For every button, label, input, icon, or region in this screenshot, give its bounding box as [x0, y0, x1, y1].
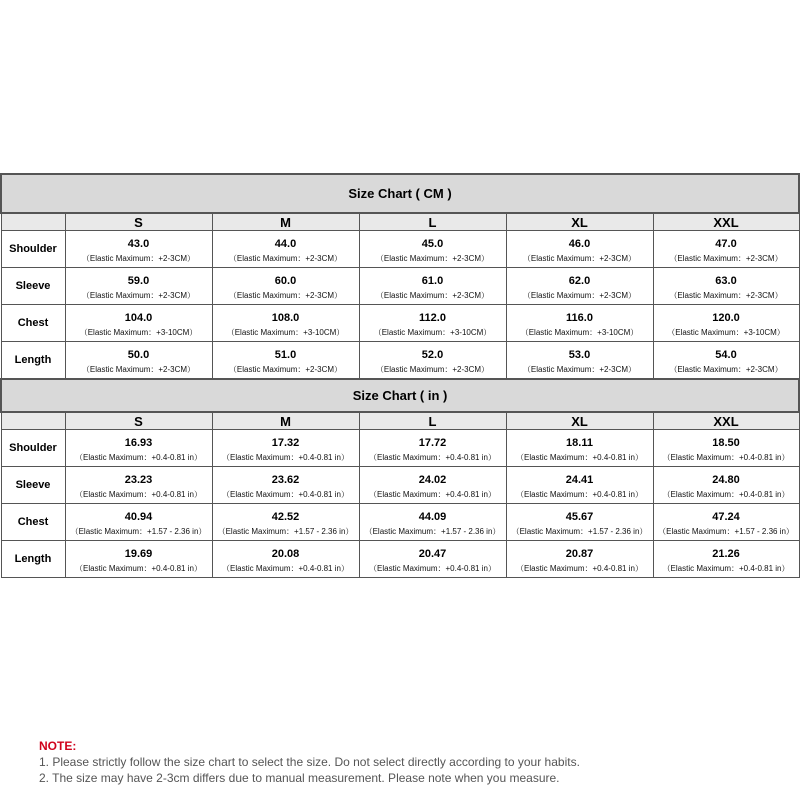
measure-cell — [506, 342, 653, 379]
measure-value: 116.0 — [566, 311, 593, 324]
elastic-note: （Elastic Maximum：+2-3CM） — [375, 290, 490, 300]
measure-value: 18.50 — [712, 436, 740, 449]
size-header: L — [359, 213, 506, 231]
elastic-note: （Elastic Maximum：+0.4-0.81 in） — [222, 563, 349, 573]
elastic-note: （Elastic Maximum：+2-3CM） — [81, 364, 196, 374]
elastic-note: （Elastic Maximum：+2-3CM） — [669, 253, 783, 263]
row-label: Shoulder — [1, 430, 65, 467]
measure-value: 45.67 — [565, 510, 594, 523]
elastic-note: （Elastic Maximum：+2-3CM） — [81, 253, 196, 263]
elastic-note: （Elastic Maximum：+2-3CM） — [228, 253, 343, 263]
size-header: L — [359, 412, 506, 430]
elastic-note: （Elastic Maximum：+1.57 - 2.36 in） — [364, 526, 501, 536]
elastic-note: （Elastic Maximum：+2-3CM） — [522, 290, 637, 300]
table-row — [1, 268, 799, 305]
elastic-note: （Elastic Maximum：+2-3CM） — [375, 364, 490, 374]
measure-cell — [653, 430, 799, 467]
elastic-note: （Elastic Maximum：+3-10CM） — [226, 327, 345, 337]
row-label: Sleeve — [1, 467, 65, 504]
measure-value: 112.0 — [419, 311, 446, 324]
measure-value: 24.80 — [712, 473, 740, 486]
measure-value: 61.0 — [421, 274, 444, 287]
row-label: Sleeve — [1, 268, 65, 305]
measure-value: 24.41 — [565, 473, 594, 486]
measure-value: 24.02 — [418, 473, 447, 486]
elastic-note: （Elastic Maximum：+2-3CM） — [81, 290, 196, 300]
elastic-note: （Elastic Maximum：+0.4-0.81 in） — [222, 452, 349, 462]
measure-cell — [506, 305, 653, 342]
corner-cell — [1, 412, 65, 430]
size-header: XL — [506, 412, 653, 430]
measure-cell — [506, 467, 653, 504]
elastic-note: （Elastic Maximum：+1.57 - 2.36 in） — [217, 526, 354, 536]
measure-value: 59.0 — [127, 274, 150, 287]
measure-cell — [212, 231, 359, 268]
measure-value: 47.0 — [715, 237, 737, 250]
measure-cell — [212, 504, 359, 541]
measure-cell — [359, 342, 506, 379]
measure-cell — [65, 342, 212, 379]
measure-cell — [653, 467, 799, 504]
measure-value: 20.08 — [271, 547, 300, 560]
measure-cell — [212, 467, 359, 504]
measure-cell — [359, 541, 506, 578]
size-header: XXL — [653, 213, 799, 231]
measure-cell — [212, 305, 359, 342]
measure-cell — [65, 231, 212, 268]
measure-value: 23.62 — [271, 473, 300, 486]
measure-value: 104.0 — [124, 311, 153, 324]
table-row — [1, 430, 799, 467]
row-label: Chest — [1, 504, 65, 541]
measure-value: 62.0 — [568, 274, 591, 287]
size-header: M — [212, 412, 359, 430]
measure-cell — [506, 268, 653, 305]
measure-cell — [506, 541, 653, 578]
measure-cell — [653, 268, 799, 305]
measure-cell — [212, 342, 359, 379]
elastic-note: （Elastic Maximum：+0.4-0.81 in） — [369, 452, 496, 462]
chart-title: Size Chart ( in ) — [1, 379, 799, 412]
measure-cell — [653, 305, 799, 342]
row-label: Length — [1, 541, 65, 578]
table-row — [1, 467, 799, 504]
elastic-note: （Elastic Maximum：+3-10CM） — [667, 327, 785, 337]
measure-value: 16.93 — [124, 436, 153, 449]
measure-cell — [65, 305, 212, 342]
note-title: NOTE: — [39, 739, 77, 753]
elastic-note: （Elastic Maximum：+1.57 - 2.36 in） — [658, 526, 794, 536]
elastic-note: （Elastic Maximum：+0.4-0.81 in） — [369, 563, 496, 573]
measure-cell — [359, 305, 506, 342]
measure-cell — [653, 541, 799, 578]
measure-value: 47.24 — [712, 510, 740, 523]
measure-value: 44.09 — [418, 510, 447, 523]
measure-cell — [359, 231, 506, 268]
measure-value: 53.0 — [568, 348, 591, 361]
measure-value: 42.52 — [271, 510, 300, 523]
elastic-note: （Elastic Maximum：+3-10CM） — [79, 327, 198, 337]
measure-value: 46.0 — [568, 237, 591, 250]
elastic-note: （Elastic Maximum：+2-3CM） — [669, 290, 783, 300]
measure-value: 45.0 — [421, 237, 444, 250]
measure-value: 17.32 — [271, 436, 300, 449]
measure-value: 40.94 — [124, 510, 153, 523]
measure-cell — [212, 541, 359, 578]
elastic-note: （Elastic Maximum：+0.4-0.81 in） — [75, 489, 202, 499]
elastic-note: （Elastic Maximum：+2-3CM） — [669, 364, 783, 374]
measure-cell — [65, 268, 212, 305]
elastic-note: （Elastic Maximum：+0.4-0.81 in） — [662, 489, 790, 499]
measure-value: 63.0 — [715, 274, 737, 287]
measure-value: 23.23 — [124, 473, 153, 486]
measure-value: 44.0 — [274, 237, 297, 250]
row-label: Length — [1, 342, 65, 379]
measure-cell — [212, 430, 359, 467]
measure-cell — [359, 430, 506, 467]
size-header: XXL — [653, 412, 799, 430]
table-row — [1, 342, 799, 379]
measure-cell — [653, 342, 799, 379]
measure-value: 21.26 — [712, 547, 740, 560]
elastic-note: （Elastic Maximum：+2-3CM） — [522, 253, 637, 263]
elastic-note: （Elastic Maximum：+0.4-0.81 in） — [662, 563, 790, 573]
elastic-note: （Elastic Maximum：+0.4-0.81 in） — [516, 452, 643, 462]
measure-value: 54.0 — [715, 348, 737, 361]
size-header: XL — [506, 213, 653, 231]
elastic-note: （Elastic Maximum：+2-3CM） — [375, 253, 490, 263]
measure-value: 18.11 — [566, 436, 593, 449]
elastic-note: （Elastic Maximum：+0.4-0.81 in） — [516, 563, 643, 573]
measure-value: 52.0 — [421, 348, 444, 361]
measure-cell — [359, 268, 506, 305]
measure-value: 17.72 — [418, 436, 447, 449]
measure-cell — [653, 231, 799, 268]
table-row — [1, 305, 799, 342]
measure-value: 108.0 — [271, 311, 300, 324]
measure-value: 60.0 — [274, 274, 297, 287]
corner-cell — [1, 213, 65, 231]
table-row — [1, 541, 799, 578]
measure-cell — [212, 268, 359, 305]
chart-title: Size Chart ( CM ) — [1, 174, 799, 213]
measure-cell — [65, 467, 212, 504]
measure-value: 19.69 — [124, 547, 153, 560]
elastic-note: （Elastic Maximum：+2-3CM） — [228, 364, 343, 374]
size-chart-cm — [0, 173, 800, 379]
measure-value: 120.0 — [712, 311, 740, 324]
measure-value: 20.47 — [418, 547, 447, 560]
size-header: S — [65, 412, 212, 430]
elastic-note: （Elastic Maximum：+1.57 - 2.36 in） — [511, 526, 648, 536]
elastic-note: （Elastic Maximum：+0.4-0.81 in） — [662, 452, 790, 462]
elastic-note: （Elastic Maximum：+1.57 - 2.36 in） — [70, 526, 207, 536]
measure-cell — [653, 504, 799, 541]
measure-cell — [359, 504, 506, 541]
elastic-note: （Elastic Maximum：+0.4-0.81 in） — [516, 489, 643, 499]
table-row — [1, 504, 799, 541]
note-line-1: 1. Please strictly follow the size chart to select the size. Do not select directly according to your habits. — [39, 755, 580, 769]
notes-block — [39, 738, 580, 786]
size-header: S — [65, 213, 212, 231]
measure-cell — [506, 231, 653, 268]
elastic-note: （Elastic Maximum：+0.4-0.81 in） — [75, 563, 202, 573]
row-label: Chest — [1, 305, 65, 342]
elastic-note: （Elastic Maximum：+2-3CM） — [228, 290, 343, 300]
measure-cell — [65, 430, 212, 467]
note-line-2: 2. The size may have 2-3cm differs due to manual measurement. Please note when you measure. — [39, 771, 560, 785]
measure-cell — [65, 541, 212, 578]
measure-value: 43.0 — [127, 237, 150, 250]
row-label: Shoulder — [1, 231, 65, 268]
measure-cell — [506, 430, 653, 467]
table-row — [1, 231, 799, 268]
elastic-note: （Elastic Maximum：+0.4-0.81 in） — [75, 452, 202, 462]
elastic-note: （Elastic Maximum：+0.4-0.81 in） — [369, 489, 496, 499]
size-header: M — [212, 213, 359, 231]
measure-value: 20.87 — [565, 547, 594, 560]
measure-cell — [65, 504, 212, 541]
measure-value: 50.0 — [127, 348, 150, 361]
elastic-note: （Elastic Maximum：+0.4-0.81 in） — [222, 489, 349, 499]
measure-cell — [506, 504, 653, 541]
elastic-note: （Elastic Maximum：+2-3CM） — [522, 364, 637, 374]
elastic-note: （Elastic Maximum：+3-10CM） — [373, 327, 492, 337]
elastic-note: （Elastic Maximum：+3-10CM） — [520, 327, 639, 337]
measure-value: 51.0 — [274, 348, 297, 361]
size-chart-inch — [0, 378, 800, 578]
measure-cell — [359, 467, 506, 504]
